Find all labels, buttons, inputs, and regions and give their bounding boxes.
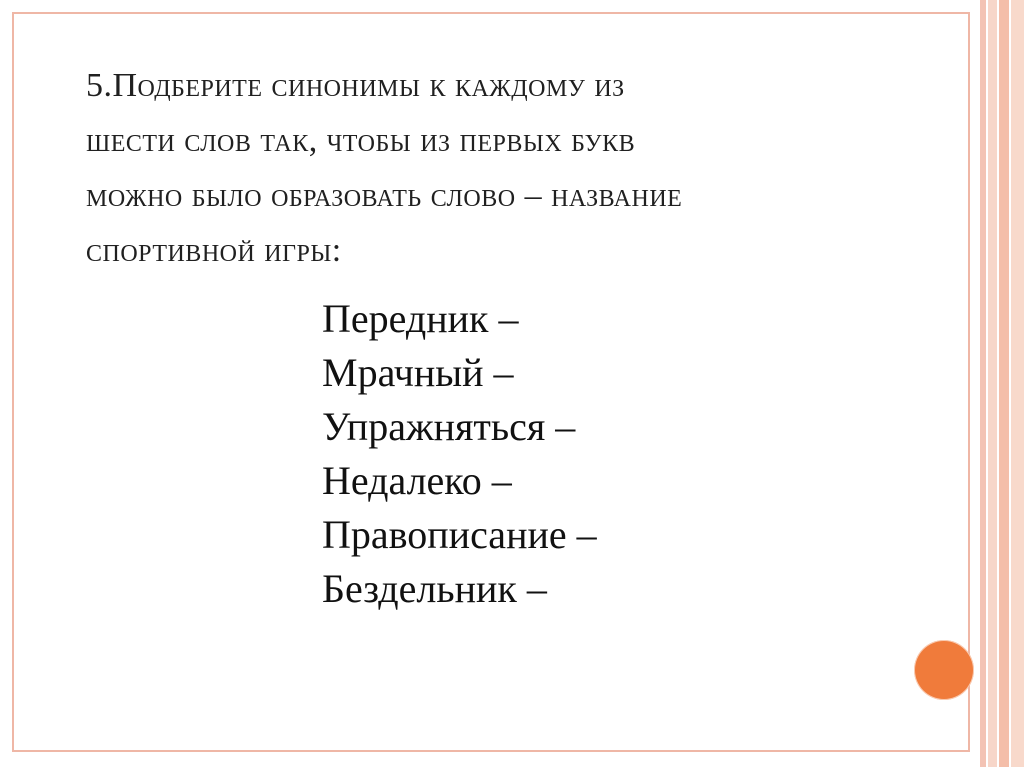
word-item: Бездельник – xyxy=(322,566,547,611)
word-item: Передник – xyxy=(322,296,519,341)
stripe-4 xyxy=(1011,0,1024,767)
word-item: Упражняться – xyxy=(322,404,576,449)
word-list xyxy=(322,292,722,616)
right-decorative-stripes xyxy=(980,0,1024,767)
stripe-1 xyxy=(980,0,986,767)
stripe-2 xyxy=(988,0,997,767)
word-item: Недалеко – xyxy=(322,458,512,503)
word-item: Правописание – xyxy=(322,512,597,557)
task-heading: 5.Подберите синонимы к каждому из шести слов так, чтобы из первых букв можно было образовать слово – название спортивной игры: xyxy=(86,67,683,269)
word-item: Мрачный – xyxy=(322,350,514,395)
orange-dot-decoration xyxy=(914,640,974,700)
stripe-3 xyxy=(999,0,1009,767)
